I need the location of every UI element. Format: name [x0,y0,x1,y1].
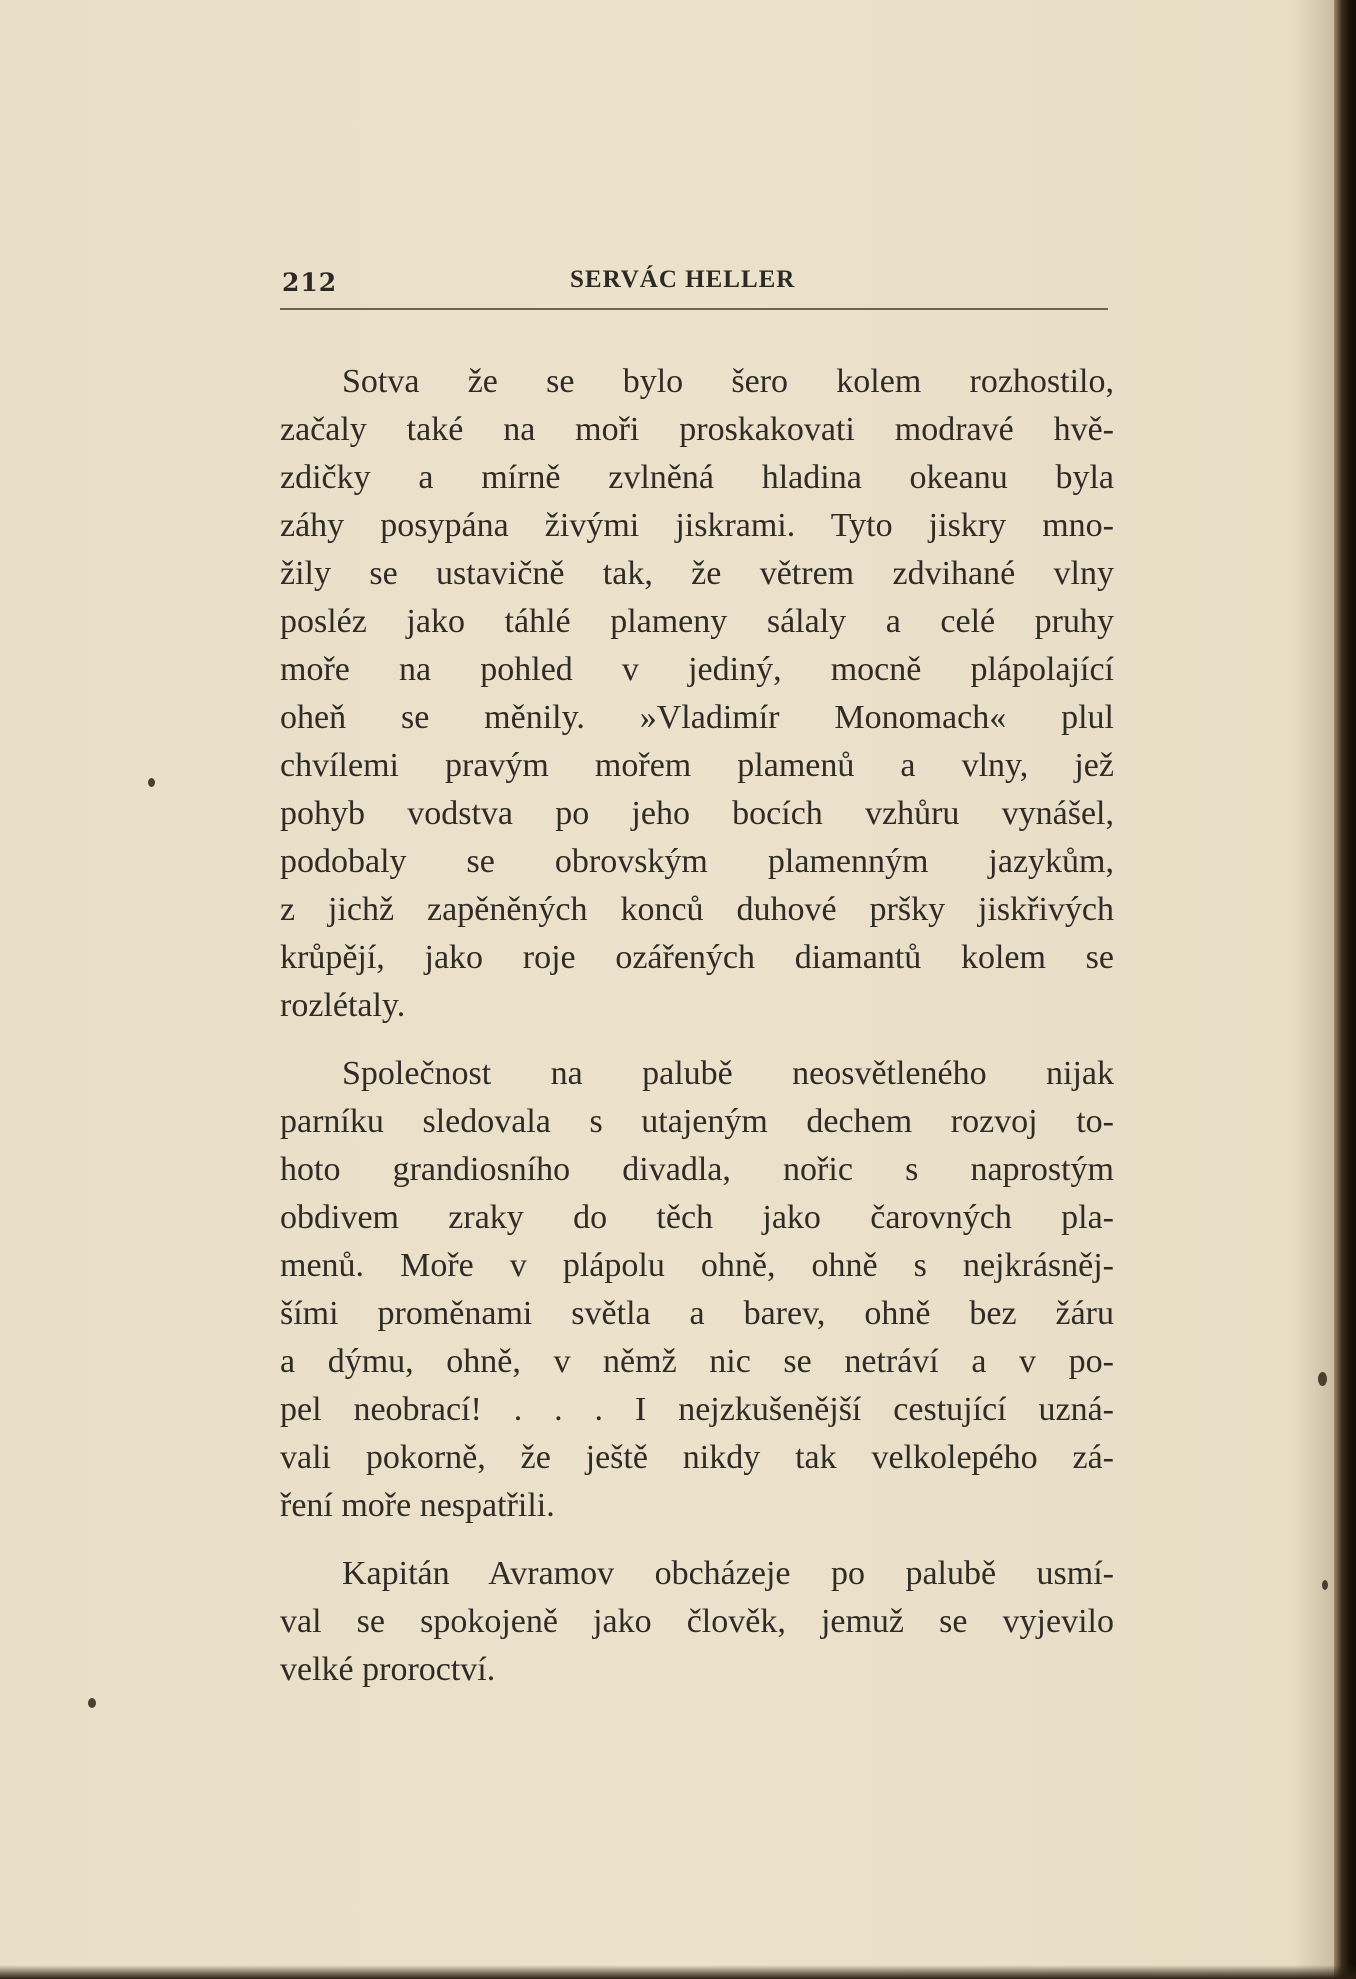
text-line: pohyb vodstva po jeho bocích vzhůru vynášel, [280,795,1114,832]
paragraph [280,358,1114,1030]
text-line: hoto grandiosního divadla, nořic s naprostým [280,1151,1114,1188]
text-line: menů. Moře v plápolu ohně, ohně s nejkrásněj- [280,1247,1114,1284]
text-line: z jichž zapěněných konců duhové pršky jiskřivých [280,891,1114,928]
text-line: pel neobrací! . . . I nejzkušenější cestující uzná- [280,1391,1114,1428]
ink-speck [1322,1580,1328,1590]
page-number: 212 [282,268,338,297]
text-line: vali pokorně, že ještě nikdy tak velkolepého zá- [280,1439,1114,1476]
text-line: podobaly se obrovským plamenným jazykům, [280,843,1114,880]
text-line: Společnost na palubě neosvětleného nijak [342,1055,1114,1092]
text-line: oheň se měnily. »Vladimír Monomach« plul [280,699,1114,736]
paragraph-gap [280,1530,1114,1550]
scan-edge [1334,0,1356,1979]
text-line: moře na pohled v jediný, mocně plápolající [280,651,1114,688]
ink-speck [148,778,155,787]
text-line: val se spokojeně jako člověk, jemuž se vyjevilo [280,1603,1114,1640]
text-line: šími proměnami světla a barev, ohně bez žáru [280,1295,1114,1332]
text-line: rozlétaly. [280,987,406,1024]
text-line: obdivem zraky do těch jako čarovných pla- [280,1199,1114,1236]
body-text [280,358,1114,1694]
text-line: parníku sledovala s utajeným dechem rozvoj to- [280,1103,1114,1140]
text-line: chvílemi pravým mořem plamenů a vlny, jež [280,747,1114,784]
text-line: zdičky a mírně zvlněná hladina okeanu byla [280,459,1114,496]
text-line: posléz jako táhlé plameny sálaly a celé pruhy [280,603,1114,640]
paragraph [280,1550,1114,1694]
scan-bottom-edge [0,1965,1356,1979]
text-line: Sotva že se bylo šero kolem rozhostilo, [342,363,1114,400]
text-line: žily se ustavičně tak, že větrem zdvihané vlny [280,555,1114,592]
text-line: Kapitán Avramov obcházeje po palubě usmí- [342,1555,1114,1592]
ink-speck [1318,1372,1327,1386]
text-line: a dýmu, ohně, v němž nic se netráví a v po- [280,1343,1114,1380]
text-line: ření moře nespatřili. [280,1487,555,1524]
running-head-title: SERVÁC HELLER [570,266,796,293]
page-edge-shadow [1294,0,1334,1979]
paragraph-gap [280,1030,1114,1050]
text-line: začaly také na moři proskakovati modravé hvě- [280,411,1114,448]
paragraph [280,1050,1114,1530]
text-line: velké proroctví. [280,1651,496,1688]
text-line: krůpějí, jako roje ozářených diamantů kolem se [280,939,1114,976]
running-header [280,262,1108,310]
text-line: záhy posypána živými jiskrami. Tyto jiskry mno- [280,507,1114,544]
ink-speck [88,1698,96,1708]
